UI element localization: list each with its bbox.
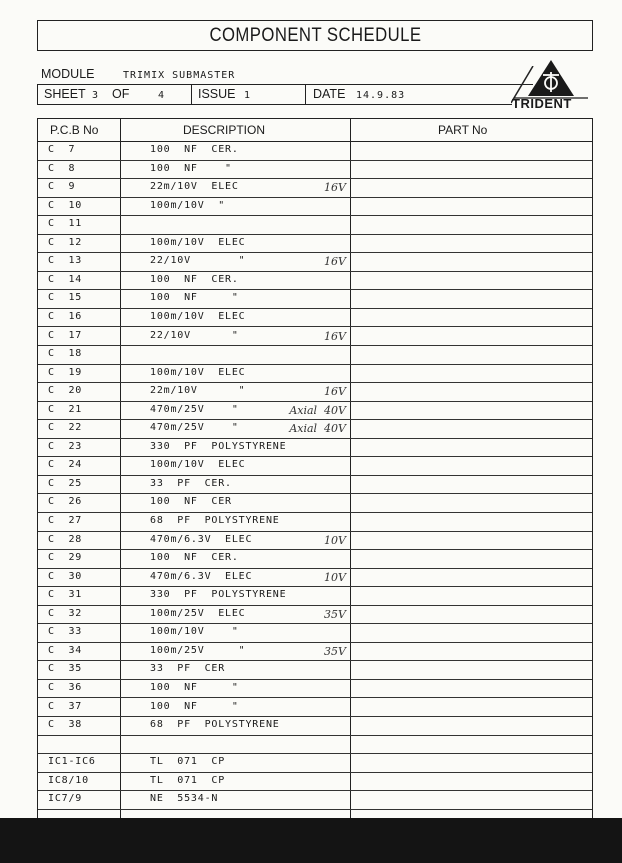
- pcb-cell: C 33: [48, 626, 83, 638]
- description-cell: 100 NF ": [150, 681, 239, 693]
- divider: [305, 85, 306, 104]
- description-cell: 100 NF CER.: [150, 273, 239, 285]
- table-row: [38, 308, 592, 328]
- issue-value: 1: [244, 90, 252, 101]
- description-cell: 100m/25V ": [150, 644, 246, 656]
- description-cell: NE 5534-N: [150, 793, 219, 805]
- pcb-cell: C 10: [48, 199, 83, 211]
- table-row: [38, 642, 592, 662]
- table-row: [38, 475, 592, 495]
- description-cell: 100 NF ": [150, 700, 239, 712]
- handwritten-note: 35V: [324, 607, 346, 621]
- description-cell: 330 PF POLYSTYRENE: [150, 440, 287, 452]
- pcb-cell: C 35: [48, 663, 83, 675]
- pcb-cell: C 22: [48, 422, 83, 434]
- brand-name: TRIDENT: [512, 96, 572, 111]
- table-row: [38, 512, 592, 532]
- pcb-cell: C 34: [48, 644, 83, 656]
- table-row: [38, 382, 592, 402]
- module-row: [37, 66, 533, 85]
- table-row: [38, 549, 592, 569]
- date-value: 14.9.83: [356, 90, 406, 101]
- description-cell: 33 PF CER: [150, 663, 226, 675]
- table-row: [38, 735, 592, 755]
- description-cell: 22/10V ": [150, 255, 246, 267]
- table-row: [38, 698, 592, 718]
- table-row: [38, 160, 592, 180]
- handwritten-note: 10V: [324, 533, 346, 547]
- table-row: [38, 493, 592, 513]
- handwritten-note: 16V: [324, 255, 346, 269]
- description-cell: 100 NF ": [150, 292, 239, 304]
- table-row: [38, 234, 592, 254]
- pcb-cell: C 26: [48, 496, 83, 508]
- pcb-cell: C 9: [48, 181, 76, 193]
- description-cell: 330 PF POLYSTYRENE: [150, 589, 287, 601]
- sheet-row: [37, 85, 512, 105]
- pcb-cell: C 23: [48, 440, 83, 452]
- table-row: [38, 141, 592, 161]
- pcb-cell: C 14: [48, 273, 83, 285]
- description-cell: 100m/10V ": [150, 199, 226, 211]
- component-table: [37, 118, 593, 828]
- issue-label: ISSUE: [198, 87, 236, 101]
- handwritten-note: Axial 40V: [289, 422, 346, 436]
- handwritten-note: 16V: [324, 329, 346, 343]
- table-row: [38, 716, 592, 736]
- table-row: [38, 456, 592, 476]
- table-row: [38, 568, 592, 588]
- header-block: [37, 66, 533, 104]
- pcb-cell: C 7: [48, 144, 76, 155]
- pcb-cell: C 13: [48, 255, 83, 267]
- description-cell: TL 071 CP: [150, 756, 226, 768]
- pcb-cell: C 32: [48, 607, 83, 619]
- table-row: [38, 271, 592, 291]
- pcb-cell: C 29: [48, 552, 83, 564]
- of-value: 4: [158, 90, 166, 101]
- sheet-label: SHEET: [44, 87, 86, 101]
- table-row: [38, 586, 592, 606]
- pcb-cell: C 16: [48, 310, 83, 322]
- description-cell: 470m/25V ": [150, 422, 239, 434]
- table-row: [38, 364, 592, 384]
- pcb-cell: C 38: [48, 719, 83, 731]
- module-value: TRIMIX SUBMASTER: [123, 70, 236, 81]
- pcb-cell: C 19: [48, 366, 83, 378]
- trident-logo: [508, 58, 594, 112]
- table-row: [38, 772, 592, 792]
- description-cell: 100 NF CER.: [150, 144, 239, 155]
- table-row: [38, 660, 592, 680]
- description-cell: TL 071 CP: [150, 774, 226, 786]
- pcb-cell: IC1-IC6: [48, 756, 96, 768]
- pcb-cell: C 8: [48, 162, 76, 174]
- document-title: COMPONENT SCHEDULE: [209, 24, 421, 46]
- scan-edge: [0, 818, 622, 863]
- handwritten-note: 10V: [324, 570, 346, 584]
- table-row: [38, 438, 592, 458]
- pcb-cell: C 24: [48, 459, 83, 471]
- description-cell: 100m/10V ELEC: [150, 366, 246, 378]
- description-cell: 470m/25V ": [150, 403, 239, 415]
- description-cell: 68 PF POLYSTYRENE: [150, 719, 280, 731]
- handwritten-note: 16V: [324, 181, 346, 195]
- header-description: DESCRIPTION: [183, 123, 266, 137]
- pcb-cell: C 31: [48, 589, 83, 601]
- handwritten-note: Axial 40V: [289, 403, 346, 417]
- table-row: [38, 289, 592, 309]
- pcb-cell: C 28: [48, 533, 83, 545]
- module-label: MODULE: [41, 67, 95, 81]
- pcb-cell: IC7/9: [48, 793, 83, 805]
- table-header-row: [38, 119, 592, 142]
- table-row: [38, 419, 592, 439]
- description-cell: 100m/10V ELEC: [150, 459, 246, 471]
- pcb-cell: C 27: [48, 515, 83, 526]
- handwritten-note: 35V: [324, 644, 346, 658]
- table-row: [38, 345, 592, 365]
- description-cell: 100m/10V ELEC: [150, 310, 246, 322]
- pcb-cell: C 11: [48, 218, 83, 230]
- table-row: [38, 327, 592, 347]
- description-cell: 68 PF POLYSTYRENE: [150, 515, 280, 526]
- pcb-cell: C 36: [48, 681, 83, 693]
- pcb-cell: C 20: [48, 385, 83, 397]
- pcb-cell: C 12: [48, 236, 83, 248]
- description-cell: 470m/6.3V ELEC: [150, 533, 253, 545]
- table-row: [38, 753, 592, 773]
- handwritten-note: 16V: [324, 385, 346, 399]
- header-pcb: P.C.B No: [50, 123, 99, 137]
- table-row: [38, 252, 592, 272]
- title-box: [37, 20, 593, 51]
- description-cell: 100 NF CER.: [150, 552, 239, 564]
- divider: [191, 85, 192, 104]
- pcb-cell: C 30: [48, 570, 83, 582]
- date-label: DATE: [313, 87, 346, 101]
- table-row: [38, 623, 592, 643]
- description-cell: 470m/6.3V ELEC: [150, 570, 253, 582]
- of-label: OF: [112, 87, 130, 101]
- description-cell: 100 NF CER: [150, 496, 232, 508]
- description-cell: 100m/10V ELEC: [150, 236, 246, 248]
- table-row: [38, 215, 592, 235]
- description-cell: 22m/10V ": [150, 385, 246, 397]
- table-row: [38, 790, 592, 810]
- description-cell: 100m/25V ELEC: [150, 607, 246, 619]
- pcb-cell: C 21: [48, 403, 83, 415]
- description-cell: 100 NF ": [150, 162, 232, 174]
- pcb-cell: C 25: [48, 477, 83, 489]
- table-row: [38, 531, 592, 551]
- description-cell: 22/10V ": [150, 329, 239, 341]
- table-row: [38, 197, 592, 217]
- sheet-value: 3: [92, 90, 100, 101]
- pcb-cell: C 37: [48, 700, 83, 712]
- pcb-cell: C 17: [48, 329, 83, 341]
- header-part-no: PART No: [438, 123, 488, 137]
- table-row: [38, 178, 592, 198]
- pcb-cell: IC8/10: [48, 774, 89, 786]
- pcb-cell: C 18: [48, 348, 83, 360]
- description-cell: 33 PF CER.: [150, 477, 232, 489]
- description-cell: 100m/10V ": [150, 626, 239, 638]
- table-row: [38, 605, 592, 625]
- table-row: [38, 679, 592, 699]
- description-cell: 22m/10V ELEC: [150, 181, 239, 193]
- table-row: [38, 401, 592, 421]
- pcb-cell: C 15: [48, 292, 83, 304]
